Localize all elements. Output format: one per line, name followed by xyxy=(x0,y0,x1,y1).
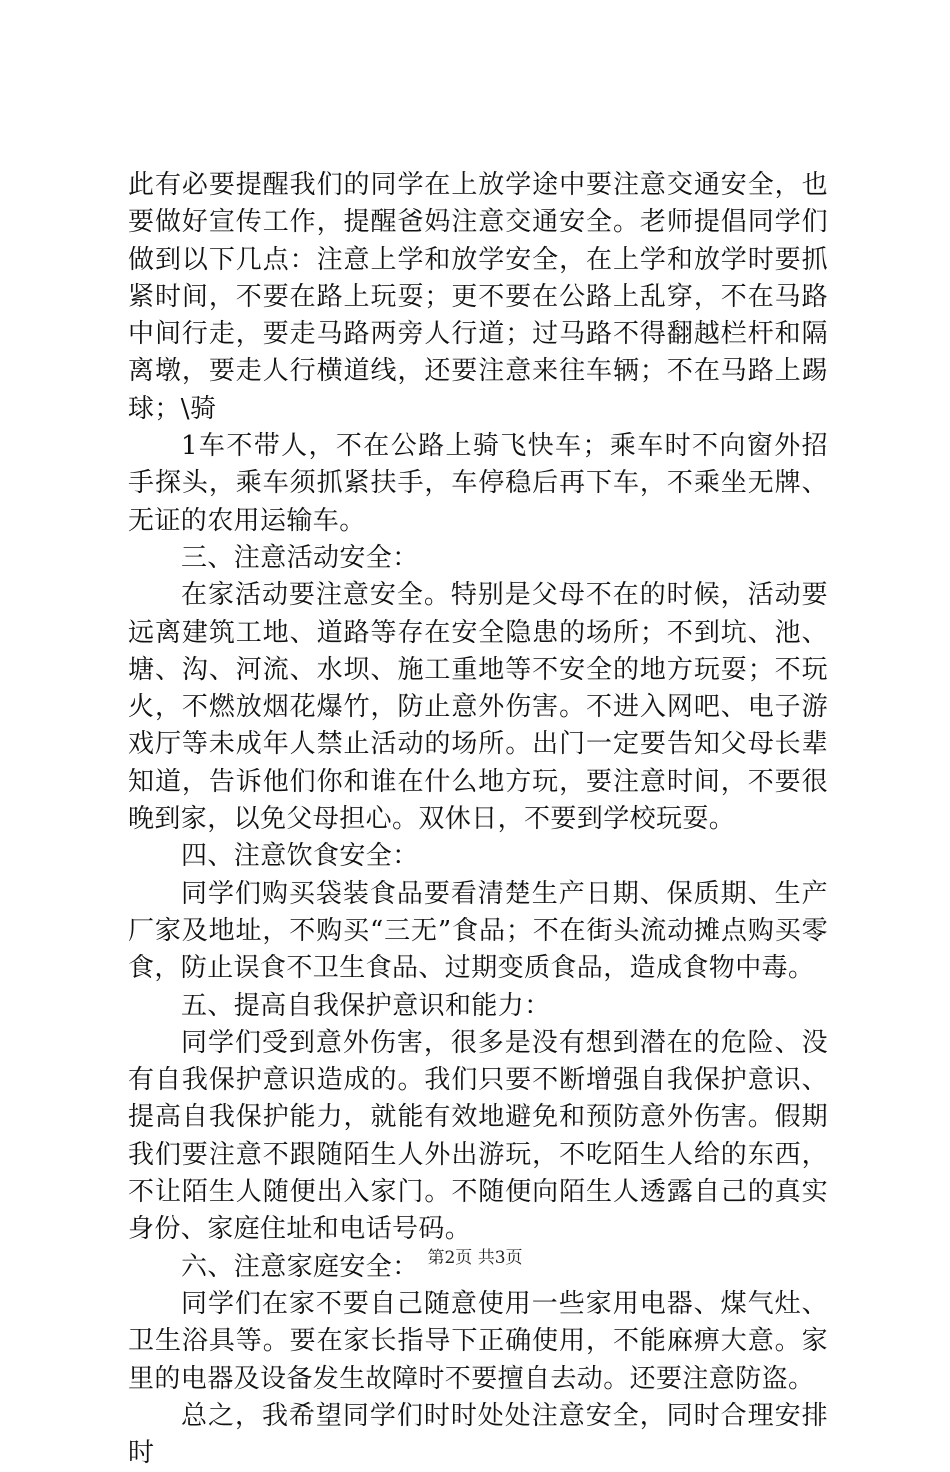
section-heading-home-safety: 六、注意家庭安全： xyxy=(181,1251,419,1282)
paragraph-conclusion: 总之，我希望同学们时时处处注意安全，同时合理安排时 xyxy=(128,1400,828,1469)
page-number-footer: 第2页 共3页 xyxy=(427,1248,523,1268)
section-heading-self-protection: 五、提高自我保护意识和能力： xyxy=(181,990,551,1021)
paragraph-activity-safety: 在家活动要注意安全。特别是父母不在的时候，活动要远离建筑工地、道路等存在安全隐患的场所；不到坑、池、塘、沟、河流、水坝、施工重地等不安全的地方玩耍；不玩火，不燃放烟花爆竹，防止意外伤害。不进入网吧、电子游戏厅等未成年人禁止活动的场所。出门一定要告知父母长辈知道，告诉他们你和谁在什么地方玩，要注意时间，不要很晚到家，以免父母担心。双休日，不要到学校玩耍。 xyxy=(128,580,828,835)
paragraph-home-safety: 同学们在家不要自己随意使用一些家用电器、煤气灶、卫生浴具等。要在家长指导下正确使用，不能麻痹大意。家里的电器及设备发生故障时不要擅自去动。还要注意防盗。 xyxy=(128,1288,828,1394)
paragraph-traffic-safety-continued: 此有必要提醒我们的同学在上放学途中要注意交通安全，也要做好宣传工作，提醒爸妈注意交通安全。老师提倡同学们做到以下几点：注意上学和放学安全，在上学和放学时要抓紧时间，不要在路上玩耍；更不要在公路上乱穿，不在马路中间行走，要走马路两旁人行道；过马路不得翻越栏杆和隔离墩，要走人行横道线，还要注意来往车辆；不在马路上踢球；\骑 xyxy=(128,170,828,424)
section-heading-activity-safety: 三、注意活动安全： xyxy=(181,542,419,573)
paragraph-vehicle-safety: 1车不带人，不在公路上骑飞快车；乘车时不向窗外招手探头，乘车须抓紧扶手，车停稳后再下车，不乘坐无牌、无证的农用运输车。 xyxy=(128,431,828,536)
paragraph-food-safety: 同学们购买袋装食品要看清楚生产日期、保质期、生产厂家及地址，不购买“三无”食品；不在街头流动摊点购买零食，防止误食不卫生食品、过期变质食品，造成食物中毒。 xyxy=(128,878,828,984)
document-body xyxy=(128,167,828,1472)
paragraph-self-protection: 同学们受到意外伤害，很多是没有想到潜在的危险、没有自我保护意识造成的。我们只要不断增强自我保护意识、提高自我保护能力，就能有效地避免和预防意外伤害。假期我们要注意不跟随陌生人外出游玩，不吃陌生人给的东西，不让陌生人随便出入家门。不随便向陌生人透露自己的真实身份、家庭住址和电话号码。 xyxy=(128,1027,828,1245)
section-heading-food-safety: 四、注意饮食安全： xyxy=(181,841,419,872)
